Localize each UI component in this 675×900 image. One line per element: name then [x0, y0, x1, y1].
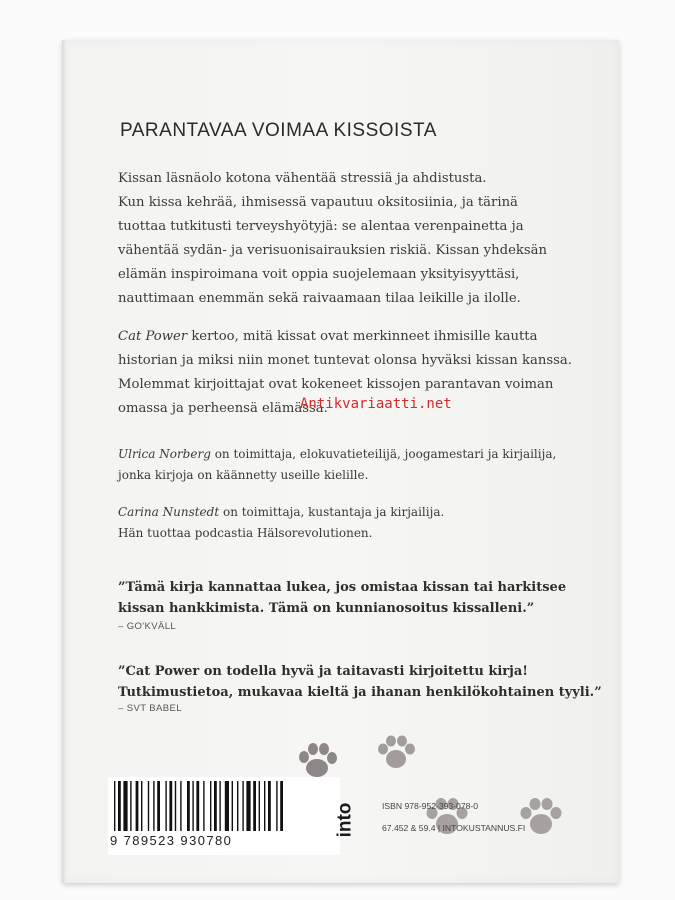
paw-print-icon	[518, 796, 564, 840]
cover-title: PARANTAVAA VOIMAA KISSOISTA	[120, 120, 437, 141]
quote-line: ”Tämä kirja kannattaa lukea, jos omistaa kissan tai harkitsee	[118, 580, 567, 595]
intro-paragraph	[118, 167, 547, 311]
book-title-italic: Cat Power	[118, 329, 188, 344]
classification-text: 67.452 & 59.4 | INTOKUSTANNUS.FI	[382, 823, 526, 833]
barcode-digits: 9 789523 930780	[110, 833, 233, 848]
author-name: Carina Nunstedt	[118, 505, 220, 519]
author-bio-line: Hän tuottaa podcastia Hälsorevolutionen.	[118, 526, 373, 540]
author-name: Ulrica Norberg	[118, 447, 211, 461]
review-quote	[118, 661, 602, 703]
publisher-logo	[334, 783, 372, 853]
quote-line: ”Cat Power on todella hyvä ja taitavasti kirjoitettu kirja!	[118, 664, 528, 679]
author-bio-text: on toimittaja, kustantaja ja kirjailija.	[219, 505, 445, 519]
intro-line: vähentää sydän- ja verisuonisairauksien riskiä. Kissan yhdeksän	[118, 243, 547, 258]
author-bio-line: jonka kirjoja on käännetty useille kielille.	[118, 468, 369, 482]
description-line: Molemmat kirjoittajat ovat kokeneet kissojen parantavan voiman	[118, 377, 554, 392]
review-quote	[118, 577, 566, 619]
author-bio-line	[118, 502, 444, 523]
description-line: omassa ja perheensä elämässä.	[118, 401, 328, 416]
intro-line: Kissan läsnäolo kotona vähentää stressiä ja ahdistusta.	[118, 171, 487, 186]
isbn-text: ISBN 978-952-393-078-0	[382, 801, 479, 811]
seller-watermark: Antikvariaatti.net	[300, 396, 452, 412]
description-line-rest: kertoo, mitä kissat ovat merkinneet ihmisille kautta	[187, 329, 538, 344]
paw-print-icon	[296, 742, 340, 782]
author-bio-nunstedt	[118, 502, 444, 544]
description-line	[118, 325, 572, 349]
publisher-logo-text: into	[334, 802, 356, 838]
author-bio-line	[118, 444, 556, 465]
author-bio-text: on toimittaja, elokuvatieteilijä, joogamestari ja kirjailija,	[210, 447, 557, 461]
isbn-barcode	[108, 777, 340, 855]
quote-source: – GO'KVÄLL	[118, 621, 177, 632]
intro-line: Kun kissa kehrää, ihmisessä vapautuu oksitosiinia, ja tärinä	[118, 195, 518, 210]
intro-line: nauttimaan enemmän sekä raivaamaan tilaa leikille ja ilolle.	[118, 291, 521, 306]
paw-print-icon	[375, 734, 417, 774]
quote-source: – SVT BABEL	[118, 703, 182, 714]
quote-line: kissan hankkimista. Tämä on kunnianosoitus kissalleni.”	[118, 601, 535, 616]
intro-line: tuottaa tutkitusti terveyshyötyjä: se alentaa verenpainetta ja	[118, 219, 524, 234]
quote-line: Tutkimustietoa, mukavaa kieltä ja ihanan henkilökohtainen tyyli.”	[118, 685, 602, 700]
barcode-bars	[114, 781, 336, 833]
author-bio-norberg	[118, 444, 556, 486]
book-spine-edge	[62, 40, 66, 883]
intro-line: elämän inspiroimana voit oppia suojelemaan yksityisyyttäsi,	[118, 267, 520, 282]
description-line: historian ja miksi niin monet tuntevat olonsa hyväksi kissan kanssa.	[118, 353, 572, 368]
